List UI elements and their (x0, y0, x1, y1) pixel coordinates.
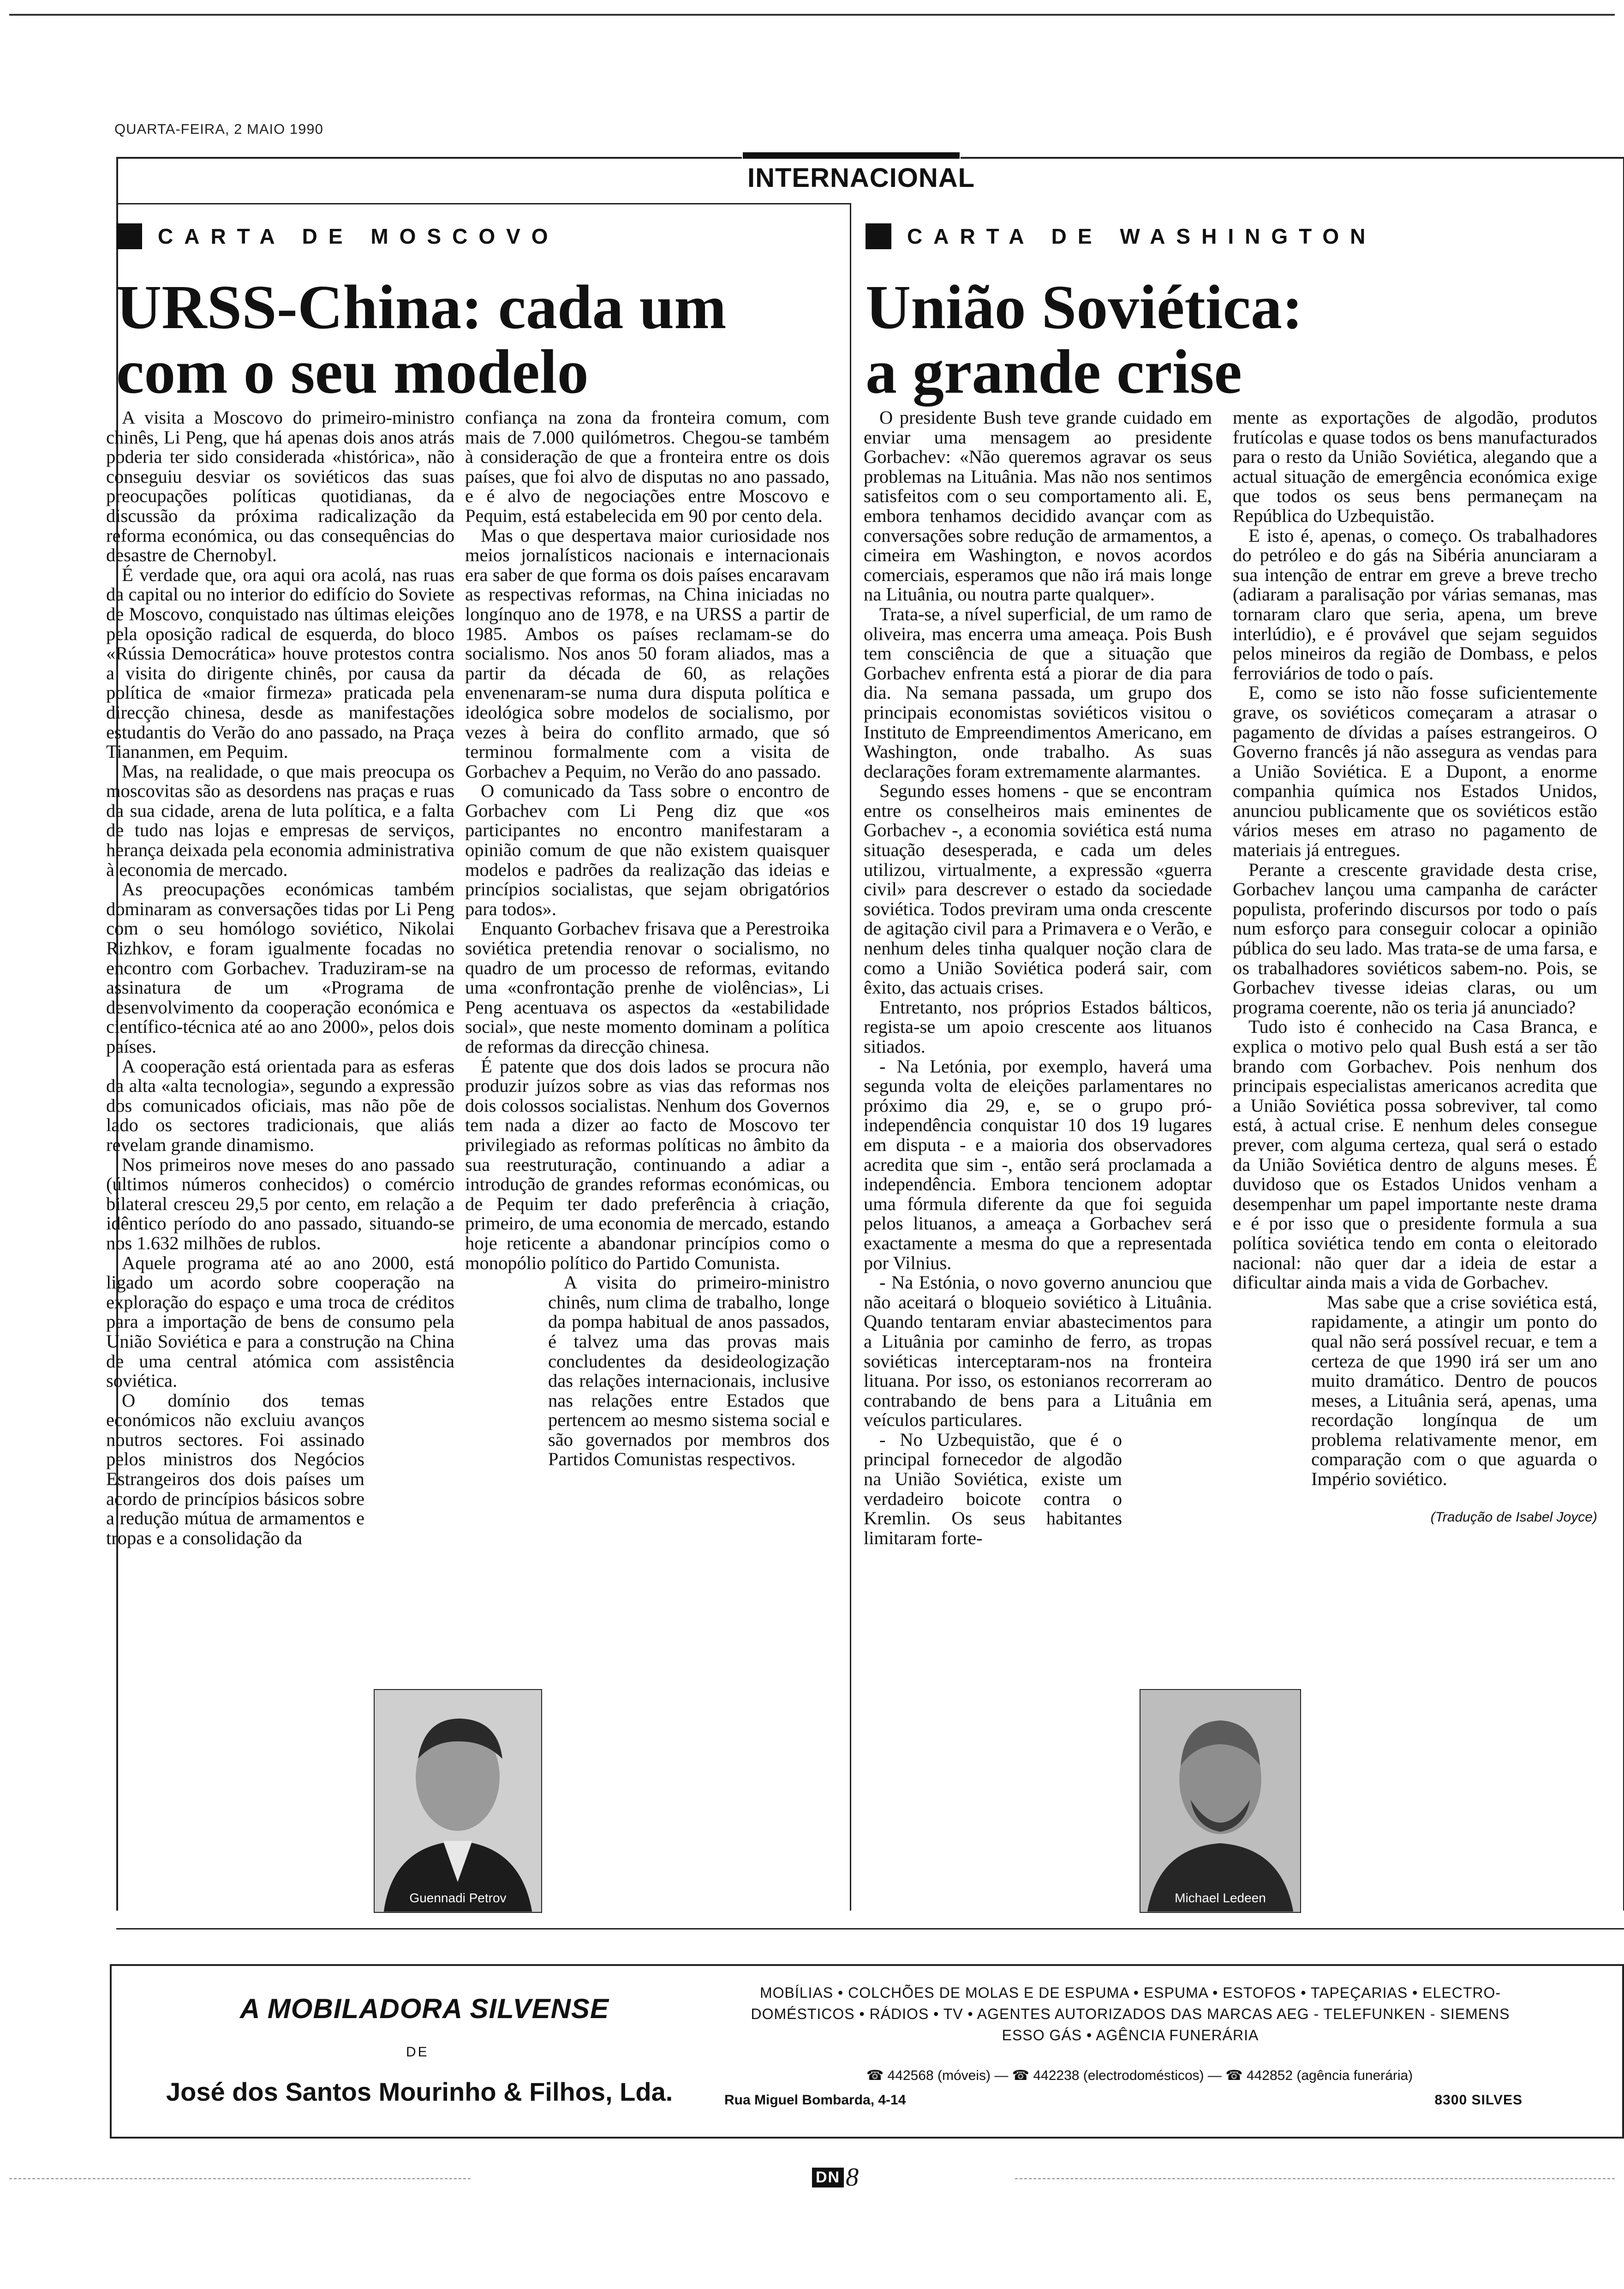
paragraph: Mas sabe que a crise soviética está, rapidamente, a atingir um ponto do qual não será possível recuar, e tem a certeza de que 1990 irá ser um ano muito dramático. Dentro de poucos meses, a Lituânia será, apenas, uma recordação longínqua de um problema relativamente menor, em comparação com o que aguarda o Império soviético. (1311, 1291, 1597, 1490)
paragraph: O presidente Bush teve grande cuidado em enviar uma mensagem ao presidente Gorbachev: «Não queremos agravar os seus problemas na Lituânia. Mas não nos sentimos satisfeitos com o seu comportamento ali. E, embora tenhamos decidido avançar com as conversações sobre redução de armamentos, a cimeira em Washington, e novos acordos comerciais, esperamos que não irá mais longe na Lituânia, ou noutra parte qualquer». (864, 407, 1212, 605)
right-headline (866, 273, 1604, 407)
ad-phone-numbers: ☎ 442568 (móveis) — ☎ 442238 (electrodomésticos) — ☎ 442852 (agência funerária) (866, 2068, 1413, 2083)
paragraph: Tudo isto é conhecido na Casa Branca, e explica o motivo pelo qual Bush está a ser tão brando com Gorbachev. Pois nenhum dos principais especialistas americanos acredita que a União Soviética possa sobreviver, tal como está, à actual crise. E nenhum deles consegue prever, com alguma certeza, qual será o estado da União Soviética dentro de alguns meses. É duvidoso que os Estados Unidos venham a desempenhar um papel importante neste drama e é por isso que o presidente formula a sua política soviética tendo em conta o eleitorado nacional: não quer dar a ideia de estar a dificultar ainda mais a vida de Gorbachev. (1233, 1016, 1597, 1293)
paragraph: O comunicado da Tass sobre o encontro de Gorbachev com Li Peng diz que «os participantes no encontro manifestaram a opinião comum de que não existem quaisquer modelos e padrões da realização das ideias e princípios socialistas, que sejam obrigatórios para todos». (465, 780, 830, 919)
top-rule (9, 14, 1615, 16)
ad-de: DE (406, 2044, 429, 2060)
ad-title: A MOBILADORA SILVENSE (240, 1993, 609, 2024)
section-label: INTERNACIONAL (747, 163, 975, 193)
paragraph: Enquanto Gorbachev frisava que a Perestroika soviética pretendia renovar o socialismo, no quadro de um processo de reformas, evitando uma «confrontação prenhe de violências», Li Peng acentuava os aspectos da «estabilidade social», que neste momento dominam a política de reformas da direcção chinesa. (465, 918, 830, 1057)
paragraph: É patente que dos dois lados se procura não produzir juízos sobre as vias das reformas nos dois colossos socialistas. Nenhum dos Governos tem nada a dizer ao facto de Moscovo ter privilegiado as reformas políticas no âmbito da sua reestruturação, continuando a adiar a introdução de grandes reformas económicas, ou de Pequim ter dado preferência à criação, primeiro, de uma economia de mercado, estando hoje reticente a abandonar princípios como o monopólio político do Partido Comunista. (465, 1055, 830, 1273)
paragraph: Aquele programa até ao ano 2000, está ligado um acordo sobre cooperação na exploração do espaço e uma troca de créditos para a importação de bens de consumo pela União Soviética e para a construção na China de uma central atómica com assistência soviética. (106, 1252, 454, 1391)
paragraph: Trata-se, a nível superficial, de um ramo de oliveira, mas encerra uma ameaça. Pois Bush tem consciência de que a situação que Gorbachev enfrenta está a piorar de dia para dia. Na semana passada, um grupo dos principais economistas soviéticos visitou o Instituto de Empreendimentos Americano, em Washington, onde trabalho. As suas declarações foram extremamente alarmantes. (864, 603, 1212, 782)
paragraph: confiança na zona da fronteira comum, com mais de 7.000 quilómetros. Chegou-se também à consideração de que a fronteira entre os dois países, que foi alvo de disputas no ano passado, e é alvo de negociações entre Moscovo e Pequim, está estabelecida em 90 por cento dela. (465, 407, 830, 526)
kicker-square-icon (866, 223, 891, 249)
ad-products-line-3: ESSO GÁS • AGÊNCIA FUNERÁRIA (1002, 2027, 1259, 2043)
portrait-icon (1140, 1690, 1300, 1912)
paragraph: A visita a Moscovo do primeiro-ministro chinês, Li Peng, que há apenas dois anos atrás poderia ter sido considerada «histórica», não conseguiu desviar os soviéticos das suas preocupações políticas quotidianas, da discussão da próxima radicalização da reforma económica, ou das consequências do desastre de Chernobyl. (106, 407, 454, 566)
newspaper-logo-icon: DN (812, 2168, 844, 2187)
paragraph: Entretanto, nos próprios Estados bálticos, regista-se um apoio crescente aos lituanos sitiados. (864, 996, 1212, 1057)
paragraph: As preocupações económicas também dominaram as conversações tidas por Li Peng com o seu homólogo soviético, Nikolai Rizhkov, e foram igualmente focadas no encontro com Gorbachev. Traduziram-se na assinatura de um «Programa de desenvolvimento da cooperação económica e científico-técnica até ao ano 2000», pelos dois países. (106, 879, 454, 1057)
photo-caption: Michael Ledeen (1175, 1891, 1266, 1905)
paragraph: - Na Estónia, o novo governo anunciou que não aceitará o bloqueio soviético à Lituânia. Quando tentaram enviar abastecimentos para a Lituânia por caminho de ferro, as tropas soviéticas interceptaram-nos na fronteira lituana. Por isso, os estonianos recorreram ao contrabando de bens para a Lituânia em veículos particulares. (864, 1272, 1212, 1431)
paragraph: O domínio dos temas económicos não excluiu avanços noutros sectores. Foi assinado pelos ministros dos Negócios Estrangeiros dos dois países um acordo de princípios básicos sobre a redução mútua de armamentos e tropas e a consolidação da (106, 1390, 364, 1548)
paragraph: Mas, na realidade, o que mais preocupa os moscovitas são as desordens nas praças e ruas da sua cidade, arena de luta política, e a falta de tudo nas lojas e empresas de serviços, herança deixada pela economia administrativa à economia de mercado. (106, 761, 454, 880)
ad-address: Rua Miguel Bombarda, 4-14 (724, 2092, 906, 2108)
page-number: 8 (846, 2163, 859, 2192)
ad-city: 8300 SILVES (1434, 2092, 1522, 2108)
section-bar (743, 152, 960, 159)
left-headline (116, 273, 836, 407)
right-headline-line2: a grande crise (866, 337, 1242, 407)
left-kicker (116, 223, 559, 249)
paragraph: E, como se isto não fosse suficientemente grave, os soviéticos começaram a atrasar o pagamento de dívidas a países estrangeiros. O Governo francês já não assegura as vendas para a União Soviética. E a Dupont, a enorme companhia química nos Estados Unidos, anunciou publicamente que os soviéticos estão vários meses em atraso no pagamento de materiais já entregues. (1233, 682, 1597, 861)
left-article-top-rule (116, 203, 850, 204)
left-headline-line2: com o seu modelo (116, 337, 589, 407)
author-photo-ledeen (1140, 1689, 1301, 1913)
frame-top-left (116, 157, 742, 159)
kicker-square-icon (116, 223, 142, 249)
paragraph: A cooperação está orientada para as esferas da alta «alta tecnologia», segundo a expressão dos comunicados oficiais, mas não põe de lado os sectores tradicionais, que aliás revelam grande dinamismo. (106, 1055, 454, 1155)
left-kicker-text: CARTA DE MOSCOVO (158, 224, 559, 248)
ad-products-line-2: DOMÉSTICOS • RÁDIOS • TV • AGENTES AUTORIZADOS DAS MARCAS AEG - TELEFUNKEN - SIEMENS (751, 2006, 1510, 2022)
right-kicker (866, 223, 1376, 249)
translation-credit: (Tradução de Isabel Joyce) (1430, 1509, 1597, 1525)
footer-dash-right (1015, 2178, 1615, 2179)
publication-date: QUARTA-FEIRA, 2 MAIO 1990 (114, 121, 323, 137)
paragraph: Mas o que despertava maior curiosidade nos meios jornalísticos nacionais e internacionais era saber de que forma os dois países encaravam as respectivas reformas, na China iniciadas no longínquo ano de 1978, e na URSS a partir de 1985. Ambos os países reclamam-se do socialismo. Nos anos 50 foram aliados, mas a partir da década de 60, as relações envenenaram-se numa dura disputa política e ideológica sobre modelos de socialismo, por vezes à beira do conflito armado, que só terminou formalmente com a visita de Gorbachev a Pequim, no Verão do ano passado. (465, 525, 830, 782)
ad-products-line-1: MOBÍLIAS • COLCHÕES DE MOLAS E DE ESPUMA • ESPUMA • ESTOFOS • TAPEÇARIAS • ELECTRO- (759, 1984, 1501, 2001)
portrait-icon (375, 1690, 541, 1912)
right-kicker-text: CARTA DE WASHINGTON (907, 224, 1377, 248)
paragraph: Nos primeiros nove meses do ano passado (últimos números conhecidos) o comércio bilateral cresceu 29,5 por cento, em relação a idêntico período do ano passado, situando-se nos 1.632 milhões de rublos. (106, 1154, 454, 1253)
ad-firm-name: José dos Santos Mourinho & Filhos, Lda. (166, 2077, 673, 2106)
frame-top-right (961, 157, 1624, 159)
footer-dash-left (9, 2178, 471, 2179)
paragraph: É verdade que, ora aqui ora acolá, nas ruas da capital ou no interior do edifício do Soviete de Moscovo, conquistado nas últimas eleições pela oposição radical de esquerda, do bloco «Rússia Democrática» houve protestos contra a visita do dirigente chinês, por causa da política de «maior firmeza» praticada pela direcção chinesa, desde as manifestações estudantis do Verão do ano passado, na Praça Tiananmen, em Pequim. (106, 564, 454, 762)
article-divider (850, 203, 851, 1911)
paragraph: A visita do primeiro-ministro chinês, num clima de trabalho, longe da pompa habitual de anos passados, é talvez uma das provas mais concludentes da desideologização das relações internacionais, inclusive nas relações entre Estados que pertencem ao mesmo sistema social e são governados por membros dos Partidos Comunistas respectivos. (548, 1272, 830, 1470)
right-headline-line1: União Soviética: (866, 273, 1303, 342)
page-footer (812, 2163, 859, 2192)
paragraph: - Na Letónia, por exemplo, haverá uma segunda volta de eleições parlamentares no próximo dia 29, e, se o grupo pró-independência conquistar 10 dos 19 lugares em disputa - e a maioria dos observadores acredita que sim -, então será proclamada a independência. Embora tencionem adoptar uma fórmula diferente da que foi seguida pelos lituanos, a ameaça a Gorbachev será exactamente a mesma do que a representada por Vilnius. (864, 1055, 1212, 1273)
paragraph: - No Uzbequistão, que é o principal fornecedor de algodão na União Soviética, existe um verdadeiro boicote contra o Kremlin. Os seus habitantes limitaram forte- (864, 1429, 1122, 1548)
paragraph: Perante a crescente gravidade desta crise, Gorbachev lançou uma campanha de carácter populista, proferindo discursos por todo o país num esforço para conseguir colocar a opinião pública do seu lado. Mas trata-se de uma farsa, e os trabalhadores soviéticos sabem-no. Pois, se Gorbachev tivesse ideias claras, ou um programa coerente, não os teria já anunciado? (1233, 859, 1597, 1018)
photo-caption: Guennadi Petrov (409, 1891, 507, 1905)
frame-bottom-rule (116, 1928, 1624, 1929)
paragraph: E isto é, apenas, o começo. Os trabalhadores do petróleo e do gás na Sibéria anunciaram a sua intenção de entrar em greve a breve trecho (adiaram a paralisação por várias semanas, mas tornaram claro que seria, apena, um breve interlúdio), e é provável que sejam seguidos pelos mineiros da região de Dombass, e pelos ferroviários de todo o país. (1233, 525, 1597, 683)
paragraph: mente as exportações de algodão, produtos frutícolas e quase todos os bens manufacturados para o resto da União Soviética, alegando que a actual situação de emergência económica exige que todos os seus bens permaneçam na República do Uzbequistão. (1233, 407, 1597, 526)
paragraph: Segundo esses homens - que se encontram entre os conselheiros mais eminentes de Gorbachev -, a economia soviética está numa situação desesperada, e cada um deles utilizou, virtualmente, a expressão «guerra civil» para descrever o estado da sociedade soviética. Todos previram uma onda crescente de agitação civil para a Primavera e o Verão, e nenhum deles tinha qualquer noção clara de como a União Soviética poderá sair, com êxito, das actuais crises. (864, 780, 1212, 998)
left-headline-line1: URSS-China: cada um (116, 273, 727, 342)
author-photo-petrov (374, 1689, 542, 1913)
